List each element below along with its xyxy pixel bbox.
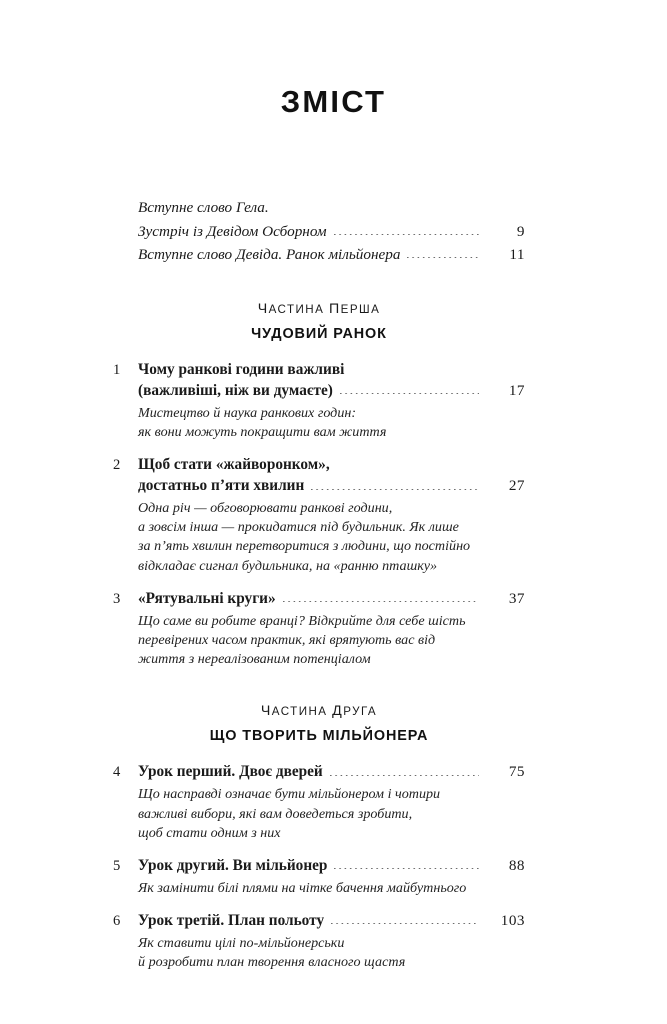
page-number: 88: [508, 856, 525, 874]
dot-leader: [283, 601, 479, 602]
chapter-description-line: життя з нереалізованим потенціалом: [138, 651, 371, 668]
chapter-title: «Рятувальні круги»: [138, 589, 276, 607]
chapter-title-line: [138, 475, 525, 497]
chapter-title: Урок перший. Двоє дверей: [138, 763, 323, 781]
chapter-entry[interactable]: [113, 454, 525, 576]
chapter-description: [113, 404, 525, 442]
chapter-head: [113, 761, 525, 783]
chapter-description-line: як вони можуть покращити вам життя: [138, 423, 387, 440]
chapter-description: [113, 499, 525, 576]
chapter-title-block: [138, 855, 525, 877]
toc-content: [113, 196, 525, 973]
chapter-description: [113, 934, 525, 972]
front-matter-label: Вступне слово Девіда. Ранок мільйонера: [138, 246, 401, 263]
part-title: ЩО ТВОРИТЬ МІЛЬЙОНЕРА: [209, 728, 429, 745]
front-matter-list: [113, 196, 525, 267]
chapter-description-line: за п’ять хвилин перетворитися з людини, що постійно: [138, 538, 471, 555]
chapter-entry[interactable]: [113, 359, 525, 442]
dot-leader: [330, 775, 479, 776]
front-matter-entry[interactable]: [113, 196, 525, 220]
chapter-title: достатньо п’яти хвилин: [138, 477, 305, 495]
chapter-title-line: [138, 910, 525, 932]
chapter-head: [113, 359, 525, 402]
front-matter-label: Вступне слово Гела.: [138, 199, 269, 216]
chapter-title-block: [138, 588, 525, 610]
page-title: ЗМІСТ: [280, 84, 387, 119]
dot-leader: [334, 234, 479, 235]
chapter-head: [113, 454, 525, 497]
page-number: 9: [516, 222, 525, 240]
dot-leader: [407, 257, 479, 258]
chapter-head: [113, 855, 525, 877]
chapter-title: (важливіші, ніж ви думаєте): [138, 382, 333, 399]
chapter-number: 6: [113, 913, 121, 930]
part-title: ЧУДОВИЙ РАНОК: [251, 325, 387, 342]
chapter-description-line: а зовсім інша — прокидатися під будильник. Як лише: [138, 519, 459, 536]
chapter-entry[interactable]: [113, 855, 525, 898]
part-heading: [113, 301, 525, 342]
chapter-title-block: [138, 359, 525, 402]
chapter-description-line: Що насправді означає бути мільйонером і чотири: [138, 786, 441, 803]
chapter-number: 2: [113, 456, 121, 473]
chapter-title-line: [138, 359, 525, 381]
chapter-description-line: відкладає сигнал будильника, на «ранню пташку»: [138, 557, 438, 574]
chapter-title: Урок третій. План польоту: [138, 912, 325, 930]
chapter-description-line: Мистецтво й наука ранкових годин:: [138, 404, 357, 421]
dot-leader: [340, 393, 479, 394]
chapter-number: 3: [113, 590, 121, 607]
dot-leader: [331, 923, 479, 924]
part-heading: [113, 703, 525, 744]
page-number: 27: [508, 477, 525, 495]
chapter-entry[interactable]: [113, 910, 525, 972]
page-number: 37: [508, 589, 525, 607]
page-number: 11: [509, 246, 525, 263]
front-matter-label: Зустріч із Девідом Осборном: [138, 222, 327, 240]
chapter-number: 1: [113, 361, 121, 378]
page-number: 103: [500, 912, 525, 930]
chapter-description: [113, 612, 525, 670]
chapter-title-line: [138, 454, 525, 476]
front-matter-entry[interactable]: [113, 243, 525, 267]
parts-container: [113, 301, 525, 973]
chapter-title: Чому ранкові години важливі: [138, 360, 345, 378]
chapter-entry[interactable]: [113, 761, 525, 843]
page-number: 75: [508, 763, 525, 781]
chapter-title-line: [138, 761, 525, 783]
chapter-title-block: [138, 910, 525, 932]
chapter-title-line: [138, 588, 525, 610]
chapter-title: Щоб стати «жайворонком»,: [138, 455, 330, 473]
chapter-number: 5: [113, 857, 121, 874]
chapter-description-line: Одна річ — обговорювати ранкові години,: [138, 499, 393, 516]
chapter-description: [113, 879, 525, 898]
dot-leader: [334, 868, 479, 869]
chapter-description-line: важливі вибори, які вам доведеться зробити,: [138, 805, 413, 822]
front-matter-entry[interactable]: [113, 220, 525, 244]
chapter-title: Урок другий. Ви мільйонер: [138, 856, 328, 874]
chapter-number: 4: [113, 764, 121, 781]
chapter-title-line: [138, 855, 525, 877]
chapter-title-block: [138, 761, 525, 783]
chapter-description-line: щоб стати одним з них: [138, 824, 281, 841]
page-number: 17: [508, 382, 525, 399]
chapter-description-line: й розробити план творення власного щастя: [138, 954, 406, 971]
chapter-title-block: [138, 454, 525, 497]
chapter-entry[interactable]: [113, 588, 525, 670]
chapter-description-line: перевірених часом практик, які врятують вас від: [138, 631, 436, 648]
chapter-title-line: [138, 380, 525, 402]
dot-leader: [311, 489, 479, 490]
part-kicker: ЧАСТИНА ДРУГА: [260, 703, 378, 720]
chapter-description-line: Як замінити білі плями на чітке бачення майбутнього: [138, 879, 467, 896]
chapter-description: [113, 785, 525, 843]
chapter-head: [113, 910, 525, 932]
part-kicker: ЧАСТИНА ПЕРША: [257, 300, 381, 317]
chapter-description-line: Що саме ви робите вранці? Відкрийте для себе шість: [138, 612, 466, 629]
chapter-description-line: Як ставити цілі по-мільйонерськи: [138, 935, 345, 952]
chapter-head: [113, 588, 525, 610]
